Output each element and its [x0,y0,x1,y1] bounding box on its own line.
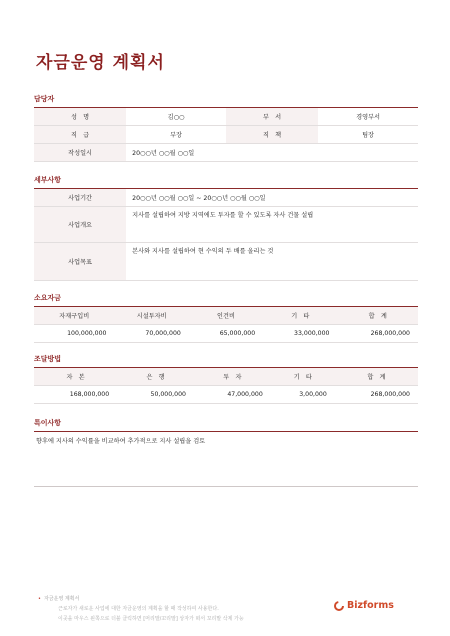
bullet-icon: • [38,596,41,602]
funding-header: 자 본 [34,368,117,386]
required-table [34,307,418,343]
required-header: 합 계 [337,307,418,325]
required-value[interactable]: 268,000,000 [337,325,418,343]
required-header: 기 타 [263,307,337,325]
details-table [34,189,418,281]
required-header: 시설투자비 [115,307,189,325]
funding-header: 투 자 [194,368,271,386]
date-value[interactable]: 20○○년 ○○월 ○○일 [126,144,418,162]
period-label: 사업기간 [34,189,126,207]
name-label: 성 명 [34,108,126,126]
details-section [34,175,418,281]
position-label: 직 책 [226,126,318,144]
funding-table [34,368,418,404]
funding-value[interactable]: 47,000,000 [194,386,271,404]
date-label: 작성일시 [34,144,126,162]
manager-section [34,94,418,162]
funding-header: 기 타 [271,368,335,386]
bizforms-logo [334,600,394,611]
notes-section [34,418,418,487]
required-value[interactable]: 65,000,000 [189,325,263,343]
funding-header: 합 계 [335,368,418,386]
name-value[interactable]: 김○○ [126,108,226,126]
document-title: 자금운영 계획서 [36,53,165,73]
footer-description: 근로자가 새로운 사업에 대한 자금운영의 계획을 할 때 작성하여 사용한다. [58,606,219,612]
bizforms-logo-icon [334,601,344,611]
required-value[interactable]: 100,000,000 [34,325,115,343]
rank-label: 직 급 [34,126,126,144]
funding-value[interactable]: 168,000,000 [34,386,117,404]
position-value[interactable]: 팀장 [318,126,418,144]
required-value[interactable]: 70,000,000 [115,325,189,343]
funding-section [34,354,418,404]
dept-label: 부 서 [226,108,318,126]
details-heading: 세부사항 [34,175,418,189]
notes-heading: 특이사항 [34,418,418,432]
funding-heading: 조달방법 [34,354,418,368]
dept-value[interactable]: 경영부서 [318,108,418,126]
goal-value[interactable]: 본사와 지사를 설립하여 현 수익의 두 배를 올리는 것 [126,243,418,281]
rank-value[interactable]: 부장 [126,126,226,144]
required-header: 자재구입비 [34,307,115,325]
required-section [34,293,418,343]
footer-instruction: 이곳을 마우스 왼쪽으로 더블 클릭하면 [머리말/꼬리말] 상자가 떠서 꼬리말 삭제 가능 [58,616,244,622]
footer-title: 자금운영 계획서 [43,596,80,602]
required-heading: 소요자금 [34,293,418,307]
required-header: 인건비 [189,307,263,325]
manager-table [34,108,418,162]
goal-label: 사업목표 [34,243,126,281]
brand-name: Bizforms [347,600,394,611]
required-value[interactable]: 33,000,000 [263,325,337,343]
funding-value[interactable]: 50,000,000 [117,386,194,404]
footer [38,594,244,624]
overview-label: 사업개요 [34,207,126,243]
overview-value[interactable]: 지사를 설립하여 지방 지역에도 투자를 할 수 있도록 자사 건물 설립 [126,207,418,243]
funding-header: 은 행 [117,368,194,386]
funding-value[interactable]: 3,00,000 [271,386,335,404]
funding-value[interactable]: 268,000,000 [335,386,418,404]
notes-text[interactable]: 향후에 지사의 수익률을 비교하여 추가적으로 지사 설립을 검토 [34,432,418,487]
period-value[interactable]: 20○○년 ○○월 ○○일 ~ 20○○년 ○○월 ○○일 [126,189,418,207]
manager-heading: 담당자 [34,94,418,108]
